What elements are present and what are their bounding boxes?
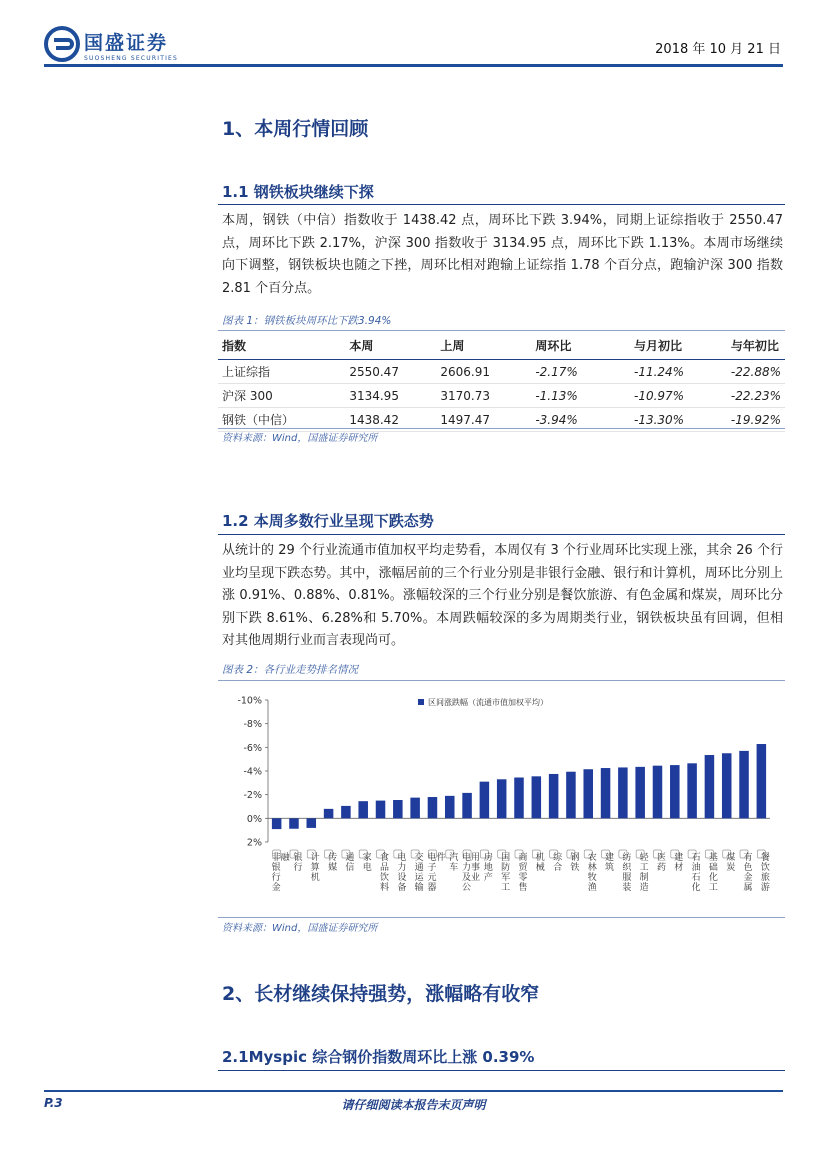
svg-text:军: 军	[501, 873, 511, 883]
svg-text:计: 计	[310, 853, 320, 863]
svg-text:械: 械	[535, 863, 545, 873]
svg-text:电: 电	[397, 853, 407, 863]
table-header-row	[218, 332, 785, 360]
table-cell: 2550.47	[345, 360, 436, 384]
chart-y-tick-label: 2%	[246, 837, 262, 849]
chart-x-label	[462, 850, 480, 893]
svg-text:力: 力	[397, 863, 407, 873]
svg-text:电: 电	[427, 853, 437, 863]
svg-text:料: 料	[380, 883, 390, 893]
svg-text:产: 产	[483, 873, 493, 883]
svg-text:售: 售	[518, 883, 528, 893]
svg-text:医: 医	[656, 853, 666, 863]
chart-bar	[653, 766, 663, 819]
table-cell: 3134.95	[345, 384, 436, 408]
chart-x-label	[394, 850, 407, 893]
svg-text:及: 及	[462, 873, 472, 883]
section-1-1-title: 1.1 钢铁板块继续下探	[222, 183, 374, 201]
svg-text:家: 家	[362, 853, 372, 863]
chart-x-label	[359, 850, 372, 873]
section-1-title: 1、本周行情回顾	[222, 118, 369, 140]
chart-x-label	[757, 850, 770, 893]
chart-bar	[601, 768, 611, 818]
chart-y-tick-label: -10%	[237, 695, 262, 707]
table-cell: -19.92%	[727, 408, 785, 432]
svg-text:炭: 炭	[726, 863, 736, 873]
svg-text:设: 设	[397, 873, 407, 883]
svg-text:通: 通	[414, 863, 424, 873]
svg-text:属: 属	[743, 883, 753, 893]
chart-bar	[341, 806, 351, 818]
chart-legend-swatch	[418, 699, 424, 705]
svg-text:基: 基	[708, 853, 718, 863]
chart-bar	[462, 793, 472, 818]
svg-text:餐: 餐	[760, 853, 770, 863]
chart-bar	[324, 809, 334, 818]
svg-text:制: 制	[639, 873, 649, 883]
svg-text:材: 材	[674, 863, 684, 873]
table-cell: -3.94%	[531, 408, 630, 432]
svg-text:工: 工	[501, 883, 511, 893]
chart-x-label	[427, 850, 445, 893]
logo-subtext: SUOSHENG SECURITIES	[84, 55, 179, 62]
svg-text:算: 算	[310, 863, 320, 873]
svg-text:交: 交	[414, 853, 424, 863]
svg-text:运: 运	[414, 873, 424, 883]
chart-x-label	[498, 850, 511, 893]
svg-text:房: 房	[483, 853, 493, 863]
svg-text:非: 非	[271, 853, 281, 863]
chart-bottom-rule	[218, 917, 785, 918]
chart-x-label	[636, 850, 649, 893]
chart-bar	[358, 801, 368, 818]
section-1-2-rule	[218, 534, 785, 535]
svg-text:造: 造	[639, 883, 649, 893]
svg-text:色: 色	[743, 863, 753, 873]
report-date: 2018 年 10 月 21 日	[655, 42, 781, 57]
svg-text:器: 器	[427, 883, 437, 893]
svg-text:煤: 煤	[726, 853, 736, 863]
disclaimer-note: 请仔细阅读本报告末页声明	[341, 1098, 486, 1112]
chart-x-label	[377, 850, 390, 893]
svg-text:药: 药	[656, 863, 666, 873]
chart-bars	[272, 744, 766, 829]
chart-x-label	[342, 850, 355, 873]
chart-bar	[428, 797, 438, 818]
table-cell: 上证综指	[218, 360, 345, 384]
chart-x-label	[480, 850, 493, 883]
chart-bar	[307, 818, 317, 828]
table-header: 上周	[436, 332, 531, 360]
chart-bar	[376, 801, 386, 819]
svg-text:子: 子	[427, 863, 437, 873]
table-cell: -1.13%	[531, 384, 630, 408]
svg-text:有: 有	[743, 853, 753, 863]
table-header: 与年初比	[727, 332, 785, 360]
section-2-title: 2、长材继续保持强势，涨幅略有收窄	[222, 983, 540, 1005]
svg-text:业: 业	[471, 873, 481, 883]
svg-text:地: 地	[483, 863, 493, 873]
table-header: 指数	[218, 332, 345, 360]
svg-text:备: 备	[397, 883, 407, 893]
chart-x-label	[653, 850, 666, 873]
svg-text:工: 工	[708, 883, 718, 893]
chart-bar	[514, 778, 524, 819]
svg-text:农: 农	[587, 853, 597, 863]
section-1-2-paragraph: 从统计的 29 个行业流通市值加权平均走势看，本周仅有 3 个行业周环比实现上涨，其余 26 个行业均呈现下跌态势。其中，涨幅居前的三个行业分别是非银行金融、银行和计算机，周环比分别上涨 0.91%、0.88%、0.81%。涨幅较深的三个行业分别是餐饮旅游、有色金属和煤炭，周环比分别下跌 8.61%、6.28%和 5.70%。本周跌幅较深的多为周期类行业，钢铁板块虽有回调，但相对其他周期行业而言表现尚可。	[222, 543, 783, 648]
svg-text:零: 零	[518, 873, 528, 883]
svg-text:铁: 铁	[570, 863, 580, 873]
chart-x-label	[723, 850, 736, 873]
chart-x-label	[307, 850, 320, 883]
chart-legend-label: 区间涨跌幅（流通市值加权平均）	[428, 698, 548, 707]
chart-bar	[618, 767, 628, 818]
svg-text:件: 件	[436, 853, 446, 863]
table-cell: 沪深 300	[218, 384, 345, 408]
svg-text:服: 服	[622, 873, 632, 883]
table-cell: 3170.73	[436, 384, 531, 408]
chart-top-rule	[218, 680, 785, 681]
svg-text:化: 化	[691, 883, 701, 893]
chart-x-label	[550, 850, 563, 873]
svg-text:防: 防	[501, 863, 511, 873]
svg-text:金: 金	[271, 883, 281, 893]
chart-bar	[635, 767, 645, 818]
svg-text:通: 通	[345, 853, 355, 863]
svg-text:渔: 渔	[587, 883, 597, 893]
svg-text:建: 建	[605, 853, 615, 863]
chart-x-label	[325, 850, 338, 873]
svg-text:化: 化	[708, 873, 718, 883]
svg-text:纺: 纺	[622, 853, 632, 863]
svg-text:游: 游	[760, 883, 770, 893]
footer-divider	[44, 1090, 783, 1092]
section-1-2-title: 1.2 本周多数行业呈现下跌态势	[222, 512, 434, 530]
svg-text:元: 元	[427, 873, 437, 883]
chart-y-tick-label: -4%	[243, 766, 262, 778]
chart-bar	[393, 800, 403, 818]
chart-x-label	[567, 850, 580, 873]
svg-text:车: 车	[449, 863, 459, 873]
svg-text:牧: 牧	[587, 873, 597, 883]
table-header: 与月初比	[630, 332, 727, 360]
table-caption: 图表 1：钢铁板块周环比下跌3.94%	[222, 315, 392, 327]
svg-text:装: 装	[622, 883, 632, 893]
chart-bar	[757, 744, 767, 818]
svg-text:轻: 轻	[639, 853, 649, 863]
svg-text:力: 力	[462, 863, 472, 873]
chart-x-label	[584, 850, 597, 893]
logo-text: 国盛证券	[84, 32, 169, 54]
logo-icon	[44, 26, 80, 62]
svg-text:油: 油	[691, 863, 701, 873]
chart-x-label	[619, 850, 632, 893]
svg-text:国: 国	[501, 853, 511, 863]
chart-bar	[289, 818, 299, 828]
svg-text:电: 电	[462, 853, 472, 863]
svg-text:金: 金	[743, 873, 753, 883]
table-header: 周环比	[531, 332, 630, 360]
chart-bar	[687, 763, 697, 818]
chart-y-tick-label: -8%	[243, 719, 262, 731]
chart-x-label	[602, 850, 615, 873]
svg-text:媒: 媒	[328, 863, 338, 873]
chart-x-label	[290, 850, 303, 873]
chart-x-label	[446, 850, 459, 873]
chart-x-label	[705, 850, 718, 893]
header-divider	[44, 64, 783, 67]
chart-x-label	[272, 850, 291, 893]
svg-text:品: 品	[380, 863, 390, 873]
table-cell: -22.88%	[727, 360, 785, 384]
svg-text:林: 林	[587, 863, 597, 873]
svg-text:机: 机	[535, 853, 545, 863]
svg-text:行: 行	[271, 873, 281, 883]
svg-text:传: 传	[328, 853, 338, 863]
svg-text:贸: 贸	[518, 863, 528, 873]
svg-text:汽: 汽	[449, 853, 459, 863]
chart-y-ticks	[237, 696, 268, 849]
chart-x-label	[532, 850, 545, 873]
table-row	[218, 384, 785, 408]
svg-text:饮: 饮	[380, 873, 390, 883]
chart-bar	[497, 779, 507, 818]
chart-bar	[705, 755, 715, 818]
svg-text:信: 信	[345, 863, 355, 873]
chart-caption: 图表 2：各行业走势排名情况	[222, 664, 359, 676]
table-cell: -22.23%	[727, 384, 785, 408]
svg-text:筑: 筑	[605, 863, 615, 873]
chart-bar	[480, 782, 490, 819]
table-row	[218, 360, 785, 384]
svg-text:公: 公	[462, 883, 472, 893]
chart-legend	[418, 697, 548, 707]
chart-x-label	[515, 850, 528, 893]
chart-x-label	[688, 850, 701, 893]
svg-text:织: 织	[622, 863, 632, 873]
chart-y-tick-label: -6%	[243, 742, 262, 754]
table-cell: -10.97%	[630, 384, 727, 408]
svg-text:输: 输	[414, 883, 424, 893]
svg-text:石: 石	[691, 853, 701, 863]
chart-x-label	[671, 850, 684, 873]
table-header: 本周	[345, 332, 436, 360]
table-cell: 钢铁（中信）	[218, 408, 345, 432]
table-cell: 1438.42	[345, 408, 436, 432]
chart-bar	[583, 769, 593, 818]
chart-x-label	[740, 850, 753, 893]
index-table	[218, 332, 785, 432]
svg-text:银: 银	[271, 863, 281, 873]
svg-text:合: 合	[553, 863, 563, 873]
chart-bar	[272, 818, 282, 829]
table-cell: 1497.47	[436, 408, 531, 432]
chart-bar	[445, 796, 455, 818]
table-top-rule	[218, 330, 785, 331]
svg-text:石: 石	[691, 873, 701, 883]
table-cell: -11.24%	[630, 360, 727, 384]
page-number: P.3	[44, 1096, 63, 1110]
svg-text:电: 电	[362, 863, 372, 873]
section-1-1-rule	[218, 204, 785, 205]
table-cell: -2.17%	[531, 360, 630, 384]
svg-text:银: 银	[293, 853, 303, 863]
svg-text:商: 商	[518, 853, 528, 863]
svg-text:建: 建	[674, 853, 684, 863]
chart-x-label	[411, 850, 424, 893]
svg-text:事: 事	[471, 863, 481, 873]
table-source: 资料来源：Wind，国盛证券研究所	[222, 433, 378, 444]
chart-y-tick-label: -2%	[243, 790, 262, 802]
table-cell: 2606.91	[436, 360, 531, 384]
svg-text:工: 工	[639, 863, 649, 873]
svg-text:食: 食	[380, 853, 390, 863]
svg-text:综: 综	[553, 853, 563, 863]
chart-bar	[670, 765, 680, 818]
chart-bar	[739, 751, 749, 818]
chart-bar	[566, 772, 576, 819]
svg-text:融: 融	[280, 853, 290, 863]
svg-text:用: 用	[471, 853, 481, 863]
chart-bar	[532, 776, 542, 818]
svg-text:机: 机	[310, 873, 320, 883]
svg-text:旅: 旅	[760, 873, 770, 883]
chart-bar	[722, 753, 732, 818]
chart-x-labels	[272, 850, 770, 893]
svg-text:饮: 饮	[760, 863, 770, 873]
svg-text:行: 行	[293, 863, 303, 873]
svg-text:础: 础	[708, 863, 718, 873]
section-2-1-rule	[218, 1070, 785, 1071]
chart-y-tick-label: 0%	[246, 813, 262, 825]
chart-source: 资料来源：Wind，国盛证券研究所	[222, 923, 378, 934]
section-1-1-paragraph: 本周，钢铁（中信）指数收于 1438.42 点，周环比下跌 3.94%，同期上证综指收于 2550.47 点，周环比下跌 2.17%，沪深 300 指数收于 3134.95 点，周环比下跌 1.13%。本周市场继续向下调整，钢铁板块也随之下挫，周环比相对跑输上证综指 1.78 个百分点，跑输沪深 300 指数 2.81 个百分点。	[222, 213, 783, 296]
chart-bar	[410, 798, 420, 819]
chart-bar	[549, 774, 559, 818]
svg-text:钢: 钢	[570, 853, 580, 863]
industry-bar-chart	[218, 684, 785, 914]
table-cell: -13.30%	[630, 408, 727, 432]
section-2-1-title: 2.1Myspic 综合钢价指数周环比上涨 0.39%	[222, 1048, 535, 1066]
